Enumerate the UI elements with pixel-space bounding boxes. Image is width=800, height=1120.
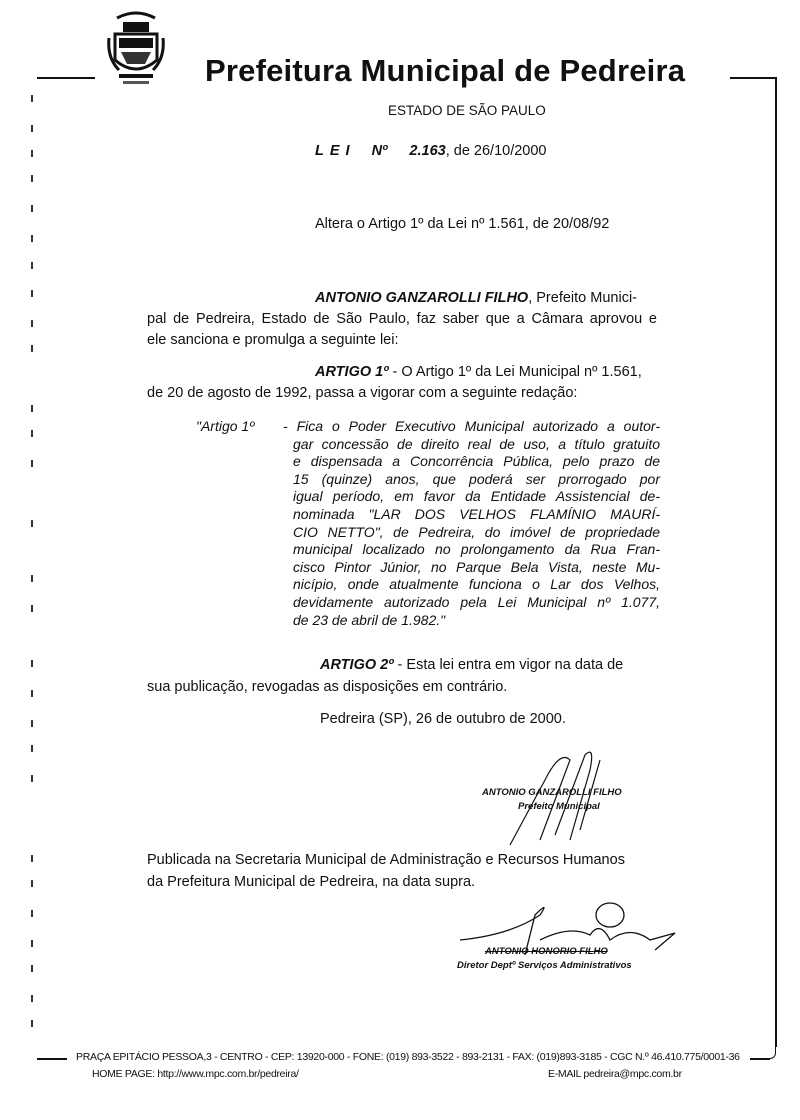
quoted-article-line: e dispensada a Concorrência Pública, pelo prazo de <box>293 453 660 470</box>
header-rule-left <box>37 77 95 79</box>
preamble-text: , Prefeito Munici- <box>528 290 637 306</box>
place-date: Pedreira (SP), 26 de outubro de 2000. <box>320 711 566 727</box>
preamble-line-2: pal de Pedreira, Estado de São Paulo, faz saber que a Câmara aprovou e <box>147 311 657 327</box>
law-lei: LEI <box>315 143 356 159</box>
law-heading <box>315 143 547 159</box>
quoted-article-line: - Fica o Poder Executivo Municipal autorizado a outor- <box>283 418 660 434</box>
footer-address: PRAÇA EPITÁCIO PESSOA,3 - CENTRO - CEP: 13920-000 - FONE: (019) 893-3522 - 893-2131 - FAX: (019)893-3185 - CGC N.º 46.410.775/0001-36 <box>76 1051 740 1063</box>
preamble-line-3: ele sanciona e promulga a seguinte lei: <box>147 332 399 348</box>
article-1-line-2: de 20 de agosto de 1992, passa a vigorar com a seguinte redação: <box>147 385 578 401</box>
article-1-label: ARTIGO 1º <box>315 364 389 380</box>
mayor-name: ANTONIO GANZAROLLI FILHO <box>315 290 529 306</box>
quoted-article-line: de 23 de abril de 1.982." <box>293 611 446 628</box>
header-title: Prefeitura Municipal de Pedreira <box>205 53 686 88</box>
law-number: 2.163 <box>409 143 446 159</box>
footer-email: E-MAIL pedreira@mpc.com.br <box>548 1068 682 1080</box>
quoted-article-line: 15 (quinze) anos, que poderá ser prorrogado por <box>293 470 660 487</box>
quoted-article-line: nominada "LAR DOS VELHOS FLAMÍNIO MAURÍ- <box>293 506 660 522</box>
signature-1-role: Prefeito Municipal <box>518 801 600 812</box>
quoted-article-line: devidamente autorizado pela Lei Municipal nº 1.077, <box>293 594 660 610</box>
article-2-line-1 <box>320 657 623 673</box>
footer-rule-left <box>37 1058 67 1060</box>
law-summary: Altera o Artigo 1º da Lei nº 1.561, de 20/08/92 <box>315 216 610 232</box>
coat-of-arms-logo <box>105 8 167 88</box>
border-corner <box>765 1046 776 1059</box>
preamble-line-1 <box>315 290 637 306</box>
right-border-line <box>775 77 777 1047</box>
signature-2-role: Diretor Deptº Serviços Administrativos <box>457 960 632 971</box>
article-2-line-2: sua publicação, revogadas as disposições em contrário. <box>147 679 508 695</box>
quoted-article-line: igual período, em favor da Entidade Assistencial de- <box>293 488 660 505</box>
footer-homepage: HOME PAGE: http://www.mpc.com.br/pedreira/ <box>92 1068 299 1080</box>
law-date: , de 26/10/2000 <box>445 143 547 159</box>
publication-line-2: da Prefeitura Municipal de Pedreira, na data supra. <box>147 874 476 890</box>
article-2-label: ARTIGO 2º <box>320 657 394 673</box>
law-number-label: Nº <box>371 143 388 159</box>
quoted-article-label: "Artigo 1º <box>196 418 255 434</box>
article-1-text: - O Artigo 1º da Lei Municipal nº 1.561, <box>388 364 642 380</box>
article-2-text: - Esta lei entra em vigor na data de <box>393 657 624 673</box>
article-1-line-1 <box>315 364 642 380</box>
quoted-article-line: gar concessão de direito real de uso, a título gratuito <box>293 435 660 452</box>
quoted-article-line: nicípio, onde atualmente funciona o Lar dos Velhos, <box>293 576 660 593</box>
state-name: ESTADO DE SÃO PAULO <box>388 103 546 118</box>
quoted-article-line: municipal localizado no prolongamento da Rua Fran- <box>293 541 660 558</box>
signature-2-name: ANTONIO HONORIO FILHO <box>485 946 608 957</box>
publication-line-1: Publicada na Secretaria Municipal de Administração e Recursos Humanos <box>147 852 625 868</box>
quoted-article-line: cisco Pintor Júnior, no Parque Bela Vista, neste Mu- <box>293 558 660 575</box>
header-rule-right <box>730 77 776 79</box>
signature-1-name: ANTONIO GANZAROLLI FILHO <box>482 787 622 798</box>
quoted-article-line: CIO NETTO", de Pedreira, do imóvel de propriedade <box>293 523 660 540</box>
